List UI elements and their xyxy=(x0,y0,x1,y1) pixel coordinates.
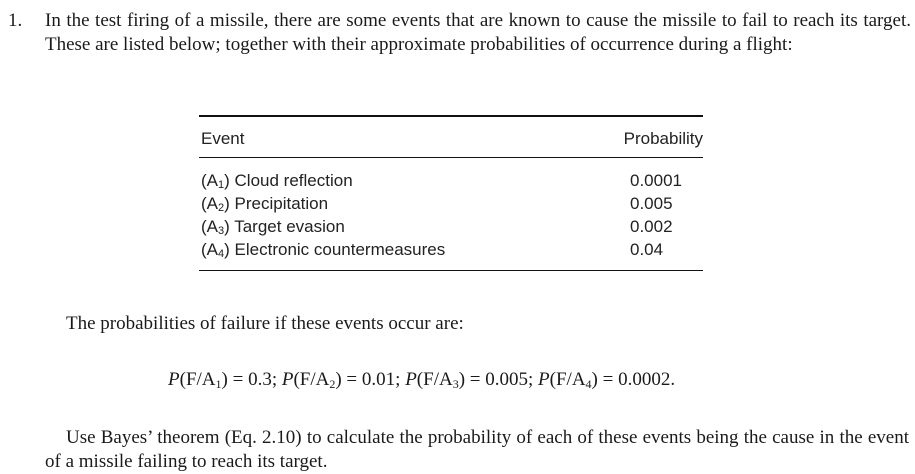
table-row xyxy=(199,217,703,240)
task-text: Use Bayes’ theorem (Eq. 2.10) to calculate the probability of each of these events being the cause in the event of a missile failing to reach its target. xyxy=(45,427,909,472)
term-subscript: 4 xyxy=(585,377,592,391)
equation-term: $P(F/A_3) = 0.005$; xyxy=(405,369,534,391)
term-value: 0.01 xyxy=(361,369,396,390)
event-cell: $(A_3)$ Target evasion xyxy=(201,217,345,237)
probability-cell: 0.002 xyxy=(630,217,673,236)
failure-intro: The probabilities of failure if these events occur are: xyxy=(66,313,464,334)
table-row xyxy=(199,194,703,217)
probability-cell: 0.04 xyxy=(630,240,664,259)
table-bottom-rule xyxy=(199,270,703,271)
table-body xyxy=(199,158,703,270)
event-label: A xyxy=(206,194,219,213)
probability-cell: 0.005 xyxy=(630,194,673,213)
term-prefix: P xyxy=(168,369,180,390)
term-cond: F/A xyxy=(423,369,453,390)
header-event: Event xyxy=(201,129,245,148)
problem-number: 1. xyxy=(8,10,23,31)
event-label: A xyxy=(206,240,219,259)
event-name: Target evasion xyxy=(234,217,345,236)
header-probability: Probability xyxy=(623,129,703,148)
term-prefix: P xyxy=(405,369,417,390)
problem-intro: In the test firing of a missile, there are some events that are known to cause the missile to fail to reach its target. These are listed below; together with their approximate probabilities of occurrence during a flight: xyxy=(45,10,911,55)
event-subscript: 4 xyxy=(218,248,225,260)
term-value: 0.3 xyxy=(248,369,272,390)
probability-cell: 0.0001 xyxy=(630,171,682,190)
term-value: 0.005 xyxy=(485,369,528,390)
event-name: Electronic countermeasures xyxy=(234,240,446,259)
equation-term: $P(F/A_4) = 0.0002$. xyxy=(538,369,676,391)
term-subscript: 2 xyxy=(329,377,336,391)
term-subscript: 3 xyxy=(452,377,459,391)
equation-term: $P(F/A_2) = 0.01$; xyxy=(281,369,401,391)
term-cond: F/A xyxy=(185,369,216,390)
term-cond: F/A xyxy=(555,369,586,390)
term-value: 0.0002 xyxy=(618,369,671,390)
event-probability-table xyxy=(199,115,703,271)
event-name: Cloud reflection xyxy=(234,171,353,190)
term-prefix: P xyxy=(538,369,550,390)
term-prefix: P xyxy=(281,369,294,390)
event-cell: $(A_4)$ Electronic countermeasures xyxy=(201,240,446,260)
table-header-row xyxy=(199,117,703,157)
table-row xyxy=(199,240,703,263)
event-cell: $(A_1)$ Cloud reflection xyxy=(201,171,353,191)
term-subscript: 1 xyxy=(215,377,222,391)
failure-equation xyxy=(168,369,675,392)
table-row xyxy=(199,171,703,194)
event-name: Precipitation xyxy=(234,194,329,213)
event-label: A xyxy=(206,217,219,236)
term-cond: F/A xyxy=(299,369,330,390)
event-subscript: 2 xyxy=(218,202,225,214)
event-subscript: 3 xyxy=(218,225,225,237)
equation-term: $P(F/A_1) = 0.3$; xyxy=(168,369,278,391)
event-cell: $(A_2)$ Precipitation xyxy=(201,194,329,214)
event-subscript: 1 xyxy=(218,179,225,191)
event-label: A xyxy=(206,171,219,190)
